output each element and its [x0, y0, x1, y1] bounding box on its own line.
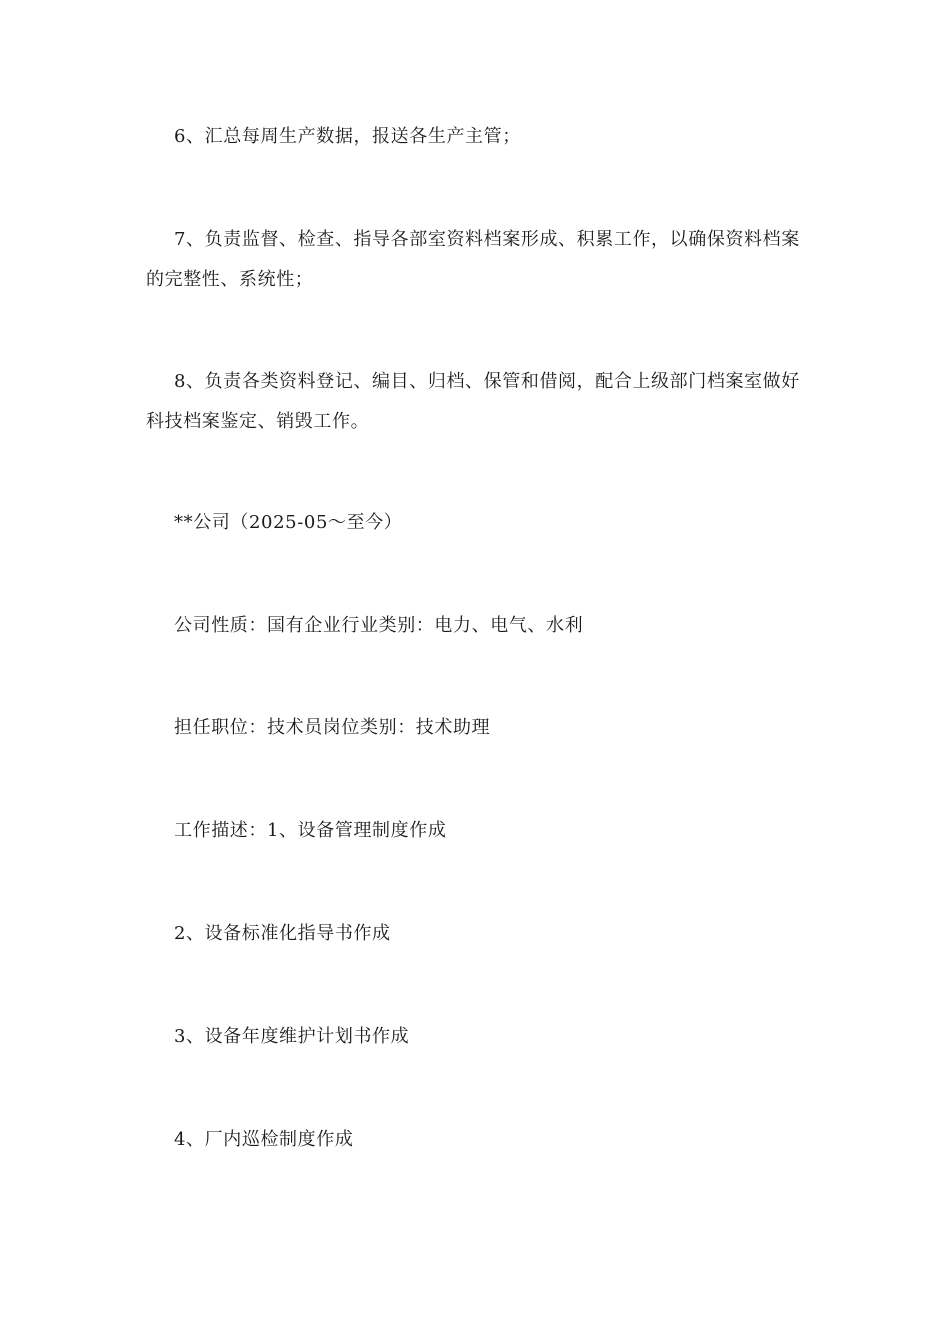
position-info: 担任职位：技术员岗位类别：技术助理	[174, 717, 491, 738]
job-description-item-3: 3、设备年度维护计划书作成	[174, 1026, 410, 1047]
job-description-item-1: 工作描述：1、设备管理制度作成	[174, 820, 447, 841]
job-description-item-2: 2、设备标准化指导书作成	[174, 923, 391, 944]
company-heading: **公司（2025-05～至今）	[174, 512, 403, 533]
job-description-item-4: 4、厂内巡检制度作成	[174, 1129, 354, 1150]
paragraph-item-6: 6、汇总每周生产数据，报送各生产主管；	[174, 126, 521, 147]
paragraph-item-8: 8、负责各类资料登记、编目、归档、保管和借阅，配合上级部门档案室做好科技档案鉴定、销毁工作。	[146, 371, 800, 432]
company-nature: 公司性质：国有企业行业类别：电力、电气、水利	[174, 615, 584, 636]
paragraph-item-7: 7、负责监督、检查、指导各部室资料档案形成、积累工作，以确保资料档案的完整性、系统性；	[146, 229, 800, 290]
